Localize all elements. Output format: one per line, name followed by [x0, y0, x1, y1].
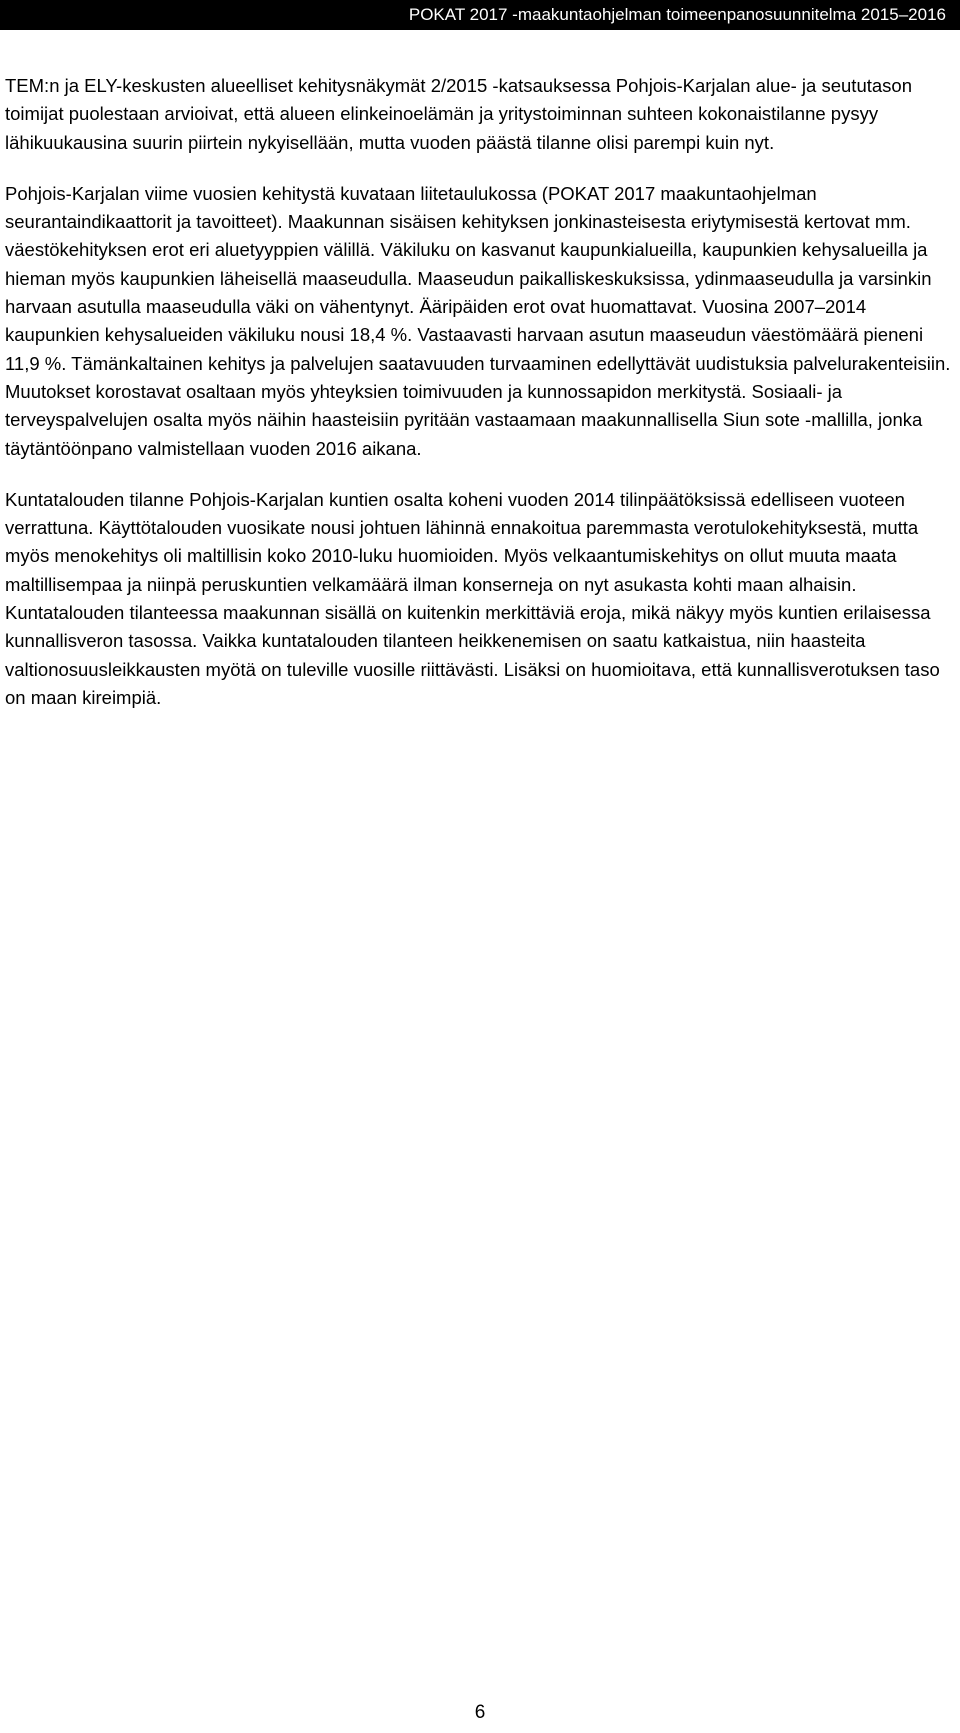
document-body — [5, 72, 955, 735]
paragraph-regional-development: Pohjois-Karjalan viime vuosien kehitystä kuvataan liitetaulukossa (POKAT 2017 maakuntaohjelman seurantaindikaattorit ja tavoitteet). Maakunnan sisäisen kehityksen jonkinasteisesta eriytymisestä kertovat mm. väestökehityksen erot eri aluetyyppien välillä. Väkiluku on kasvanut kaupunkialueilla, kaupunkien kehysalueilla ja hieman myös kaupunkien läheisellä maaseudulla. Maaseudun paikalliskeskuksissa, ydinmaaseudulla ja varsinkin harvaan asutulla maaseudulla väki on vähentynyt. Ääripäiden erot ovat huomattavat. Vuosina 2007–2014 kaupunkien kehysalueiden väkiluku nousi 18,4 %. Vastaavasti harvaan asutun maaseudun väestömäärä pieneni 11,9 %. Tämänkaltainen kehitys ja palvelujen saatavuuden turvaaminen edellyttävät uudistuksia palvelurakenteisiin. Muutokset korostavat osaltaan myös yhteyksien toimivuuden ja kunnossapidon merkitystä. Sosiaali- ja terveyspalvelujen osalta myös näihin haasteisiin pyritään vastaamaan maakunnallisella Siun sote -mallilla, jonka täytäntöönpano valmistellaan vuoden 2016 aikana. — [5, 182, 951, 459]
page-header — [0, 0, 960, 30]
header-title: POKAT 2017 -maakuntaohjelman toimeenpanosuunnitelma 2015–2016 — [408, 5, 946, 24]
paragraph-municipal-finance: Kuntatalouden tilanne Pohjois-Karjalan kuntien osalta koheni vuoden 2014 tilinpäätöksissä edelliseen vuoteen verrattuna. Käyttötalouden vuosikate nousi johtuen lähinnä ennakoitua paremmasta verotulokehityksestä, mutta myös menokehitys oli maltillisin koko 2010-luku huomioiden. Myös velkaantumiskehitys on ollut muuta maata maltillisempaa ja niinpä peruskuntien velkamäärä ilman konserneja on nyt asukasta kohti maan alhaisin. Kuntatalouden tilanteessa maakunnan sisällä on kuitenkin merkittäviä eroja, mikä näkyy myös kuntien erilaisessa kunnallisveron tasossa. Vaikka kuntatalouden tilanteen heikkenemisen on saatu katkaistua, niin haasteita valtionosuusleikkausten myötä on tuleville vuosille riittävästi. Lisäksi on huomioitava, että kunnallisverotuksen taso on maan kireimpiä. — [5, 488, 940, 708]
page-number: 6 — [474, 1702, 486, 1723]
paragraph-business-outlook: TEM:n ja ELY-keskusten alueelliset kehitysnäkymät 2/2015 -katsauksessa Pohjois-Karjalan alue- ja seututason toimijat puolestaan arvioivat, että alueen elinkeinoelämän ja yritystoiminnan suhteen kokonaistilanne pysyy lähikuukausina suurin piirtein nykyisellään, mutta vuoden päästä tilanne olisi parempi kuin nyt. — [5, 75, 912, 153]
